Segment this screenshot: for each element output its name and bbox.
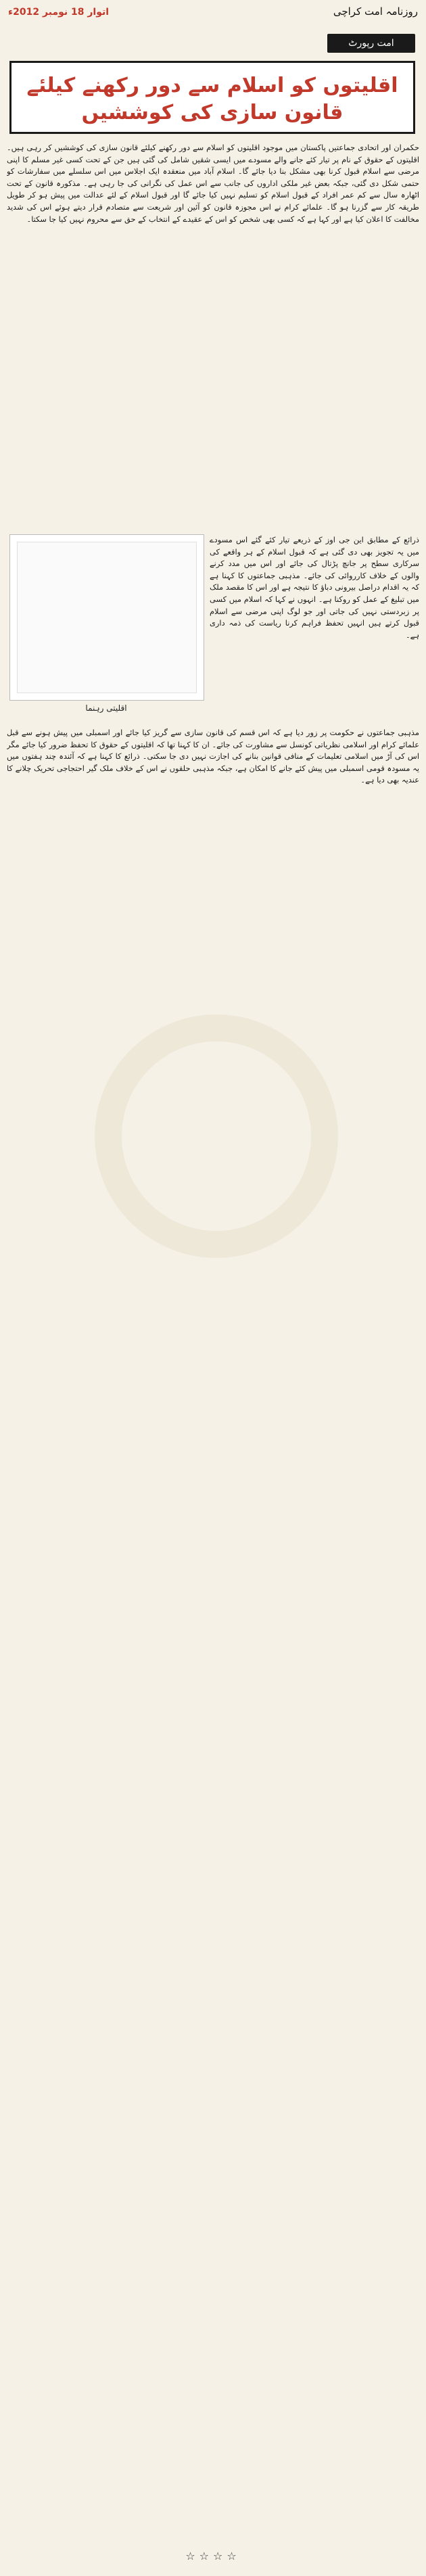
end-of-article-stars: ☆☆☆☆	[185, 2550, 241, 2562]
reporter-badge: امت رپورٹ	[327, 34, 415, 53]
photo-caption: اقلیتی رہنما	[85, 703, 127, 713]
photo-placeholder	[17, 542, 197, 693]
headline-box	[9, 61, 415, 134]
publication-date: اتوار 18 نومبر 2012ء	[8, 7, 110, 18]
article-paragraph-2: ذرائع کے مطابق این جی اوز کے ذریعے تیار کئے گئے اس مسودے میں یہ تجویز بھی دی گئی ہے کہ قبول اسلام کے ہر واقعے کی سرکاری سطح پر جانچ پڑتال کی جائے اور اس میں مدد کرنے والوں کے خلاف کارروائی کی جائے۔ مذہبی جماعتوں کا کہنا ہے کہ یہ اقدام دراصل بیرونی دباؤ کا نتیجہ ہے اور اس کا مقصد ملک میں تبلیغ کے عمل کو روکنا ہے۔ انہوں نے کہا کہ اسلام میں کسی پر زبردستی نہیں کی جاتی اور جو لوگ اپنی مرضی سے اسلام قبول کرتے ہیں انہیں تحفظ فراہم کرنا ریاست کی ذمہ داری ہے۔	[210, 535, 419, 640]
masthead-bar	[0, 0, 426, 31]
article-paragraph-3: مذہبی جماعتوں نے حکومت پر زور دیا ہے کہ اس قسم کی قانون سازی سے گریز کیا جائے اور اسمبلی میں پیش ہونے سے قبل علمائے کرام اور اسلامی نظریاتی کونسل سے مشاورت کی جائے۔ ان کا کہنا تھا کہ اقلیتوں کے حقوق کا تحفظ ضرور کیا جائے مگر اس کی آڑ میں اسلامی تعلیمات کے منافی قوانین بنانے کی اجازت نہیں دی جا سکتی۔ ذرائع کا کہنا ہے کہ آئندہ چند ہفتوں میں یہ مسودہ قومی اسمبلی میں پیش کئے جانے کا امکان ہے، جبکہ مذہبی حلقوں نے اس کے خلاف ملک گیر احتجاجی تحریک چلانے کا عندیہ بھی دیا ہے۔	[7, 728, 419, 785]
publication-name: روزنامہ امت کراچی	[333, 5, 418, 18]
article-paragraph-1: حکمران اور اتحادی جماعتیں پاکستان میں موجود اقلیتوں کو اسلام سے دور رکھنے کیلئے قانون سازی کی کوششیں کر رہی ہیں۔ اقلیتوں کے حقوق کے نام پر تیار کئے جانے والے مسودے میں ایسی شقیں شامل کی گئی ہیں جن کے تحت کسی غیر مسلم کا اپنی مرضی سے اسلام قبول کرنا بھی مشکل بنا دیا جائے گا۔ اسلام آباد میں منعقدہ ایک اجلاس میں اس سلسلے میں سفارشات کو حتمی شکل دی گئی، جبکہ بعض غیر ملکی اداروں کی جانب سے اس عمل کی نگرانی کی جا رہی ہے۔ مذکورہ قانون کے تحت اٹھارہ سال سے کم عمر افراد کے قبول اسلام کو تسلیم نہیں کیا جائے گا اور قبول اسلام کے لئے عدالت میں پیش ہو کر طویل طریقہ کار سے گزرنا ہو گا۔ علمائے کرام نے اس مجوزہ قانون کو آئین اور شریعت سے متصادم قرار دیتے ہوئے اس کی شدید مخالفت کا اعلان کیا ہے اور کہا ہے کہ کسی بھی شخص کو اس کے عقیدے کے انتخاب کے حق سے محروم نہیں کیا جا سکتا۔	[7, 143, 419, 224]
headline: اقلیتوں کو اسلام سے دور رکھنے کیلئے قانون سازی کی کوششیں	[26, 74, 398, 124]
article-photo	[9, 534, 204, 701]
